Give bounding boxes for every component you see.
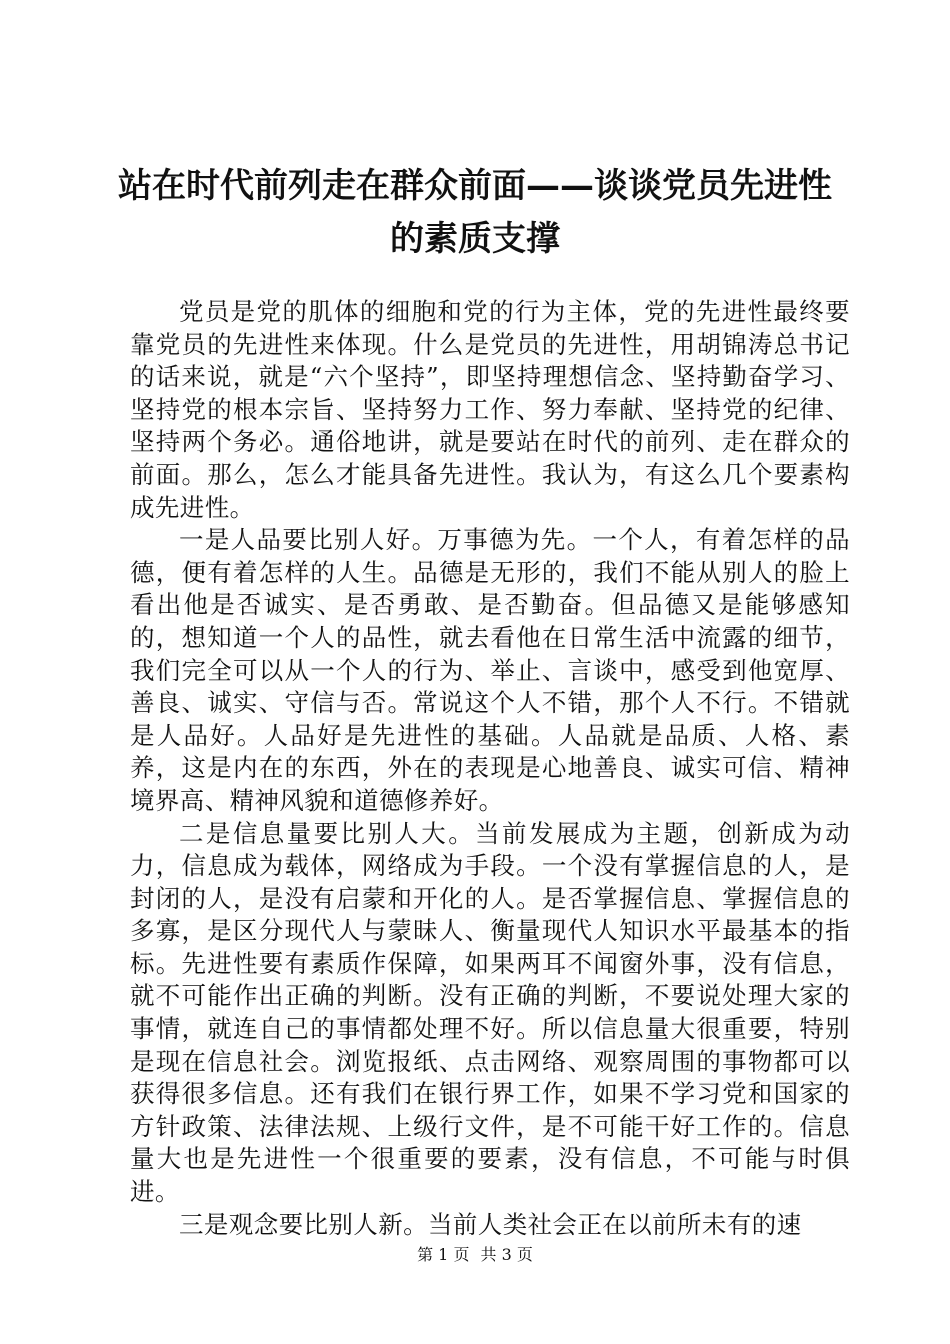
page-number: 第 1 页 <box>417 1245 470 1264</box>
paragraph: 一是人品要比别人好。万事德为先。一个人，有着怎样的品德，便有着怎样的人生。品德是无形的，我们不能从别人的脸上看出他是否诚实、是否勇敢、是否勤奋。但品德又是能够感知的，想知道一个人的品性，就去看他在日常生活中流露的细节，我们完全可以从一个人的行为、举止、言谈中，感受到他宽厚、善良、诚实、守信与否。常说这个人不错，那个人不行。不错就是人品好。人品好是先进性的基础。人品就是品质、人格、素养，这是内在的东西，外在的表现是心地善良、诚实可信、精神境界高、精神风貌和道德修养好。 <box>130 525 850 815</box>
page-footer <box>0 1245 950 1265</box>
paragraph: 党员是党的肌体的细胞和党的行为主体，党的先进性最终要靠党员的先进性来体现。什么是党员的先进性，用胡锦涛总书记的话来说，就是“六个坚持”，即坚持理想信念、坚持勤奋学习、坚持党的根本宗旨、坚持努力工作、努力奉献、坚持党的纪律、坚持两个务必。通俗地讲，就是要站在时代的前列、走在群众的前面。那么，怎么才能具备先进性。我认为，有这么几个要素构成先进性。 <box>130 297 850 522</box>
paragraph: 三是观念要比别人新。当前人类社会正在以前所未有的速 <box>179 1209 802 1239</box>
document-title: 站在时代前列走在群众前面——谈谈党员先进性的素质支撑 <box>118 166 832 259</box>
page-total: 共 3 页 <box>480 1245 533 1264</box>
paragraph: 二是信息量要比别人大。当前发展成为主题，创新成为动力，信息成为载体，网络成为手段。一个没有掌握信息的人，是封闭的人，是没有启蒙和开化的人。是否掌握信息、掌握信息的多寡，是区分现代人与蒙昧人、衡量现代人知识水平最基本的指标。先进性要有素质作保障，如果两耳不闻窗外事，没有信息，就不可能作出正确的判断。没有正确的判断，不要说处理大家的事情，就连自己的事情都处理不好。所以信息量大很重要，特别是现在信息社会。浏览报纸、点击网络、观察周围的事物都可以获得很多信息。还有我们在银行界工作，如果不学习党和国家的方针政策、法律法规、上级行文件，是不可能干好工作的。信息量大也是先进性一个很重要的要素，没有信息，不可能与时俱进。 <box>130 818 850 1207</box>
document-body <box>130 296 850 1241</box>
